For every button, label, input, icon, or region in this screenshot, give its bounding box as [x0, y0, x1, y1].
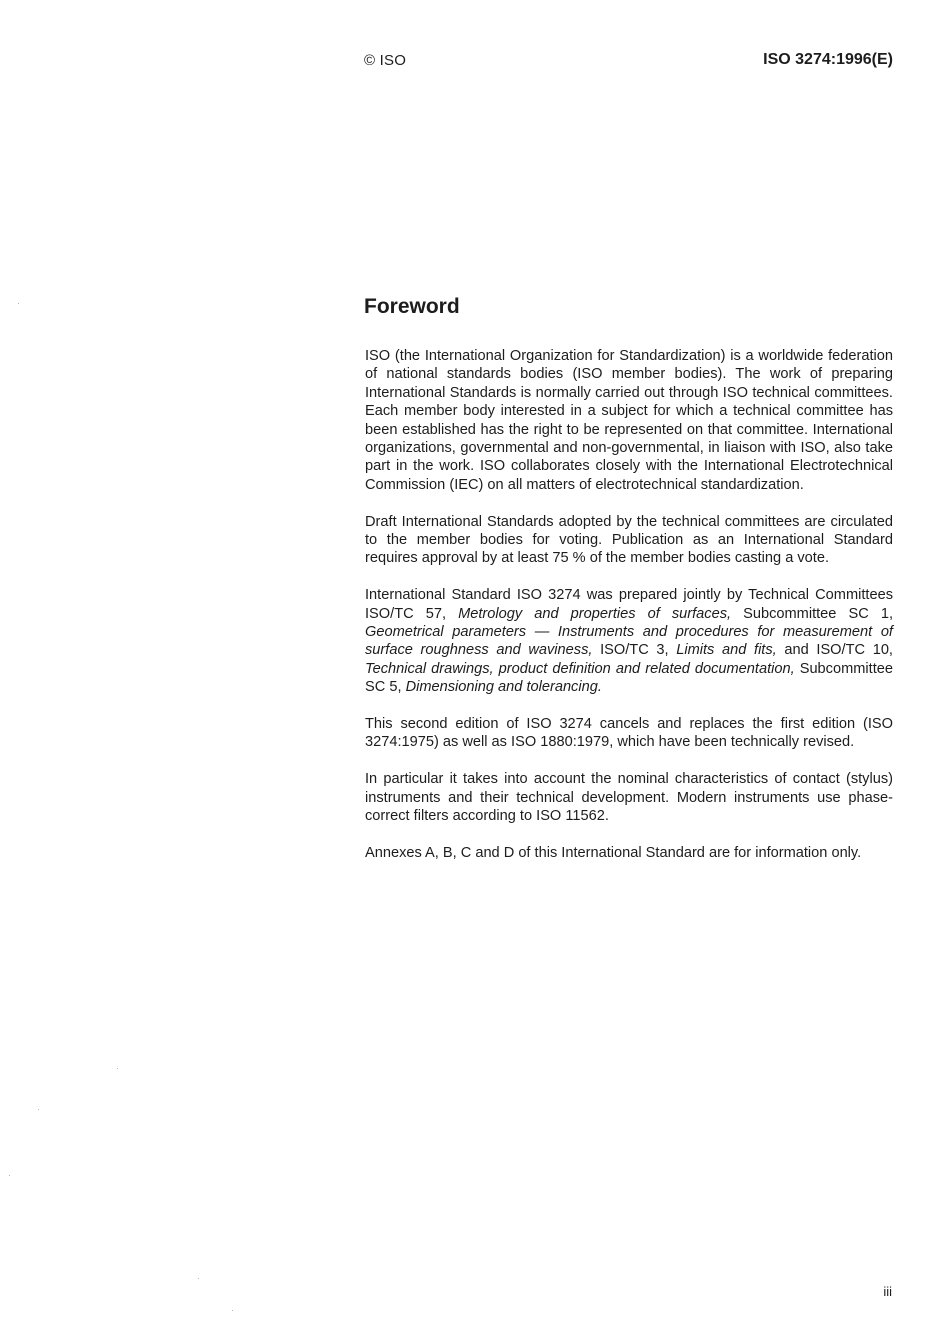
scan-speck — [117, 1068, 118, 1069]
foreword-body — [365, 347, 893, 881]
committee-title: Technical drawings, product definition and related documentation, — [365, 660, 795, 677]
committee-title: Metrology and properties of surfaces, — [458, 605, 732, 622]
paragraph-instruments: In particular it takes into account the nominal characteristics of contact (stylus) instruments and their technical development. Modern instruments use phase-correct filters according to ISO 11562. — [365, 771, 893, 825]
committee-title: Limits and fits, — [676, 642, 777, 659]
subcommittee-title: Dimensioning and tolerancing. — [405, 679, 602, 696]
preparation-text: and ISO/TC 10, — [776, 642, 893, 659]
paragraph-annexes: Annexes A, B, C and D of this International Standard are for information only. — [365, 844, 862, 861]
preparation-text: Subcommittee SC 1, — [731, 605, 893, 622]
copyright-notice: © ISO — [364, 52, 407, 69]
preparation-text: Subcommittee SC 5, — [365, 660, 893, 696]
page-title: Foreword — [364, 295, 460, 318]
subcommittee-title: Geometrical parameters — Instruments and procedures for measurement of surface roughness and waviness, — [365, 624, 893, 659]
paragraph-iso-overview: ISO (the International Organization for Standardization) is a worldwide federation of national standards bodies (ISO member bodies). The work of preparing International Standards is normally carried out through ISO technical committees. Each member body interested in a subject for which a technical committee has been established has the right to be represented on that committee. International organizations, governmental and non-governmental, in liaison with ISO, also take part in the work. ISO collaborates closely with the International Electrotechnical Commission (IEC) on all matters of electrotechnical standardization. — [365, 348, 893, 493]
scan-speck — [232, 1310, 233, 1311]
preparation-text: ISO/TC 3, — [592, 642, 677, 659]
scan-speck — [198, 1278, 199, 1279]
scan-speck — [18, 303, 19, 304]
preparation-text: International Standard ISO 3274 was prepared jointly by Technical Committees ISO/TC 57, — [365, 587, 893, 622]
paragraph-edition: This second edition of ISO 3274 cancels and replaces the first edition (ISO 3274:1975) as well as ISO 1880:1979, which have been technically revised. — [365, 716, 893, 751]
paragraph-preparation — [365, 586, 893, 696]
scan-speck — [9, 1175, 10, 1176]
paragraph-draft-standards: Draft International Standards adopted by the technical committees are circulated to the member bodies for voting. Publication as an International Standard requires approval by at least 75 % of the member bodies casting a vote. — [365, 513, 893, 567]
scan-speck — [38, 1109, 39, 1110]
standard-identifier: ISO 3274:1996(E) — [763, 51, 893, 68]
page-number: iii — [883, 1284, 892, 1299]
